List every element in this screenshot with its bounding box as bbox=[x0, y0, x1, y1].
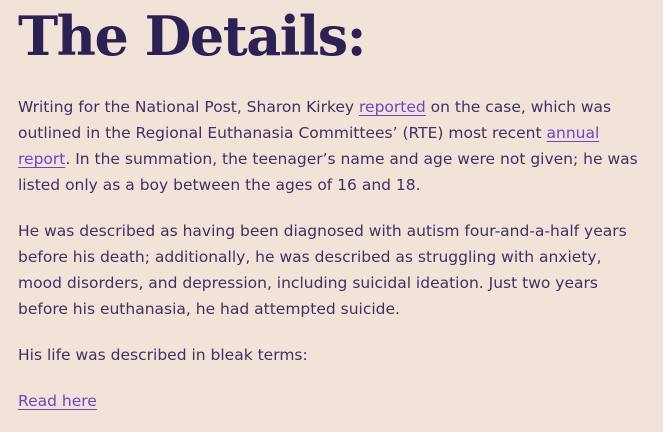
paragraph-intro bbox=[18, 94, 647, 198]
text-segment: . In the summation, the teenager’s name and age were not given; he was listed only as a boy between the ages of 16 and 18. bbox=[18, 150, 638, 195]
annual-report-link[interactable]: annual report bbox=[18, 124, 600, 169]
paragraph-description bbox=[18, 218, 647, 322]
page-title: The Details: bbox=[18, 4, 366, 68]
text-segment: His life was described in bleak terms: bbox=[18, 346, 308, 365]
paragraph-bleak-terms bbox=[18, 342, 647, 368]
paragraph-read-here bbox=[18, 388, 647, 414]
read-here-link[interactable]: Read here bbox=[18, 392, 97, 411]
text-segment: He was described as having been diagnosed with autism four-and-a-half years before his death; additionally, he was described as struggling with anxiety, mood disorders, and depression, including suicidal ideation. Just two years before his euthanasia, he had attempted suicide. bbox=[18, 222, 627, 319]
text-segment: Writing for the National Post, Sharon Kirkey bbox=[18, 98, 360, 117]
reported-link[interactable]: reported bbox=[359, 98, 426, 117]
text-segment: on the case, which was outlined in the Regional Euthanasia Committees’ (RTE) most recent bbox=[18, 98, 612, 143]
